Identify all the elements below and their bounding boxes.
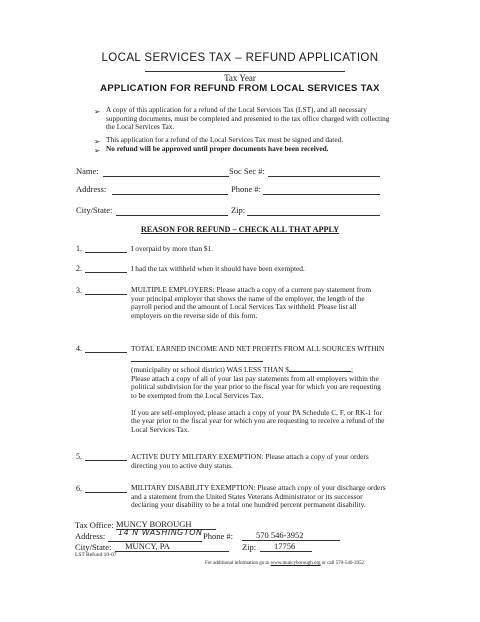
arrow-bullet-icon: ➢ <box>94 137 101 146</box>
reason-5-checkbox[interactable] <box>85 460 127 461</box>
tax-office-city-value: MUNCY, PA <box>115 542 229 552</box>
reason-4-text-e: If you are self-employed, please attach a copy of your PA Schedule C, F, or RK-1 for the year prior to the fiscal year for which you are requesting to receive a refund of the Local Services Tax. <box>131 407 385 434</box>
tax-office-label: Tax Office: <box>75 520 114 530</box>
reason-heading: REASON FOR REFUND – CHECK ALL THAT APPLY <box>140 225 340 234</box>
reason-4-text-c: ; <box>351 365 354 375</box>
reason-4-text <box>131 345 386 434</box>
website-link[interactable]: www.muncyborough.org <box>270 561 321 566</box>
tax-office-city-label: City/State: <box>75 542 112 552</box>
tax-office-phone-label: Phone #: <box>203 531 233 541</box>
reason-5-text: ACTIVE DUTY MILITARY EXEMPTION: Please attach a copy of your orders directing you to active duty status. <box>131 452 369 470</box>
tax-office-value: MUNCY BOROUGH <box>116 520 216 530</box>
reason-4-checkbox[interactable] <box>85 352 127 353</box>
phone-label: Phone #: <box>231 184 261 194</box>
reason-6-text: MILITARY DISABILITY EXEMPTION: Please attach copy of your discharge orders and a statement from the United States Veterans Administrator or its successor declaring your disability to be a total one hundred percent permanent disability. <box>131 483 386 510</box>
reason-6-checkbox[interactable] <box>85 492 127 493</box>
reason-4-text-d: Please attach a copy of all of your last pay statements from all employers within the political subdivision for the year prior to the fiscal year for which you are requesting to be exempted from the Local Services Tax. <box>131 373 381 400</box>
reason-1-checkbox[interactable] <box>85 252 127 253</box>
footer-info-prefix: For additional information go to <box>205 561 270 566</box>
arrow-bullet-icon: ➢ <box>94 107 101 116</box>
reason-2-checkbox[interactable] <box>85 272 127 273</box>
name-field[interactable] <box>103 176 229 177</box>
tax-office-address-label: Address: <box>75 531 106 541</box>
instruction-item: This application for a refund of the Local Services Tax must be signed and dated. <box>106 135 344 144</box>
ssn-label: Soc Sec #: <box>229 166 265 176</box>
reason-number: 3. <box>76 286 82 295</box>
reason-number: 5. <box>76 452 82 461</box>
instruction-item: No refund will be approved until proper documents have been received. <box>106 144 329 153</box>
zip-field[interactable] <box>247 215 380 216</box>
reason-number: 4. <box>76 344 82 353</box>
tax-office-phone-value: 570 546-3952 <box>242 531 340 541</box>
city-state-field[interactable] <box>116 215 228 216</box>
address-label: Address: <box>76 184 107 194</box>
instruction-item: A copy of this application for a refund of the Local Services Tax (LST), and all necessary supporting documents, must be completed and presented to the tax office charged with collecting the Local Services Tax. <box>106 105 390 131</box>
reason-number: 6. <box>76 484 82 493</box>
zip-label: Zip: <box>231 205 246 215</box>
footer-info <box>205 561 364 566</box>
tax-year-line <box>145 71 345 72</box>
footer-info-suffix: or call 570-546-3952 <box>321 561 365 566</box>
form-subtitle: APPLICATION FOR REFUND FROM LOCAL SERVICES TAX <box>100 83 380 94</box>
arrow-bullet-icon: ➢ <box>94 146 101 155</box>
reason-3-text: MULTIPLE EMPLOYERS: Please attach a copy of a current pay statement from your principal employer that shows the name of the employer, the length of the payroll period and the amount of Local Services Tax withheld. Please list all employers on the reverse side of this form. <box>131 285 372 320</box>
municipality-field[interactable] <box>131 354 263 362</box>
city-state-label: City/State: <box>76 205 113 215</box>
name-label: Name: <box>76 166 99 176</box>
tax-office-zip-value: 17756 <box>260 542 312 552</box>
ssn-field[interactable] <box>268 176 380 177</box>
reason-4-text-b: (municipality or school district) WAS LESS THAN $ <box>131 365 289 375</box>
tax-office-zip-label: Zip: <box>242 542 257 552</box>
tax-office-address-value: 14 N WASHINGTON <box>118 528 203 537</box>
reason-2-text: I had the tax withheld when it should have been exempted. <box>131 264 305 273</box>
reason-4-text-a: TOTAL EARNED INCOME AND NET PROFITS FROM ALL SOURCES WITHIN <box>131 344 385 353</box>
tax-year-label: Tax Year <box>224 73 256 83</box>
form-id: LST Refund 10-07 <box>75 552 117 558</box>
reason-1-text: I overpaid by more than $1. <box>131 244 214 253</box>
form-title: LOCAL SERVICES TAX – REFUND APPLICATION <box>101 52 379 64</box>
reason-number: 1. <box>76 244 82 253</box>
phone-field[interactable] <box>263 194 380 195</box>
income-amount-field[interactable] <box>289 364 354 375</box>
reason-number: 2. <box>76 264 82 273</box>
address-field[interactable] <box>112 194 228 195</box>
reason-3-checkbox[interactable] <box>85 294 127 295</box>
